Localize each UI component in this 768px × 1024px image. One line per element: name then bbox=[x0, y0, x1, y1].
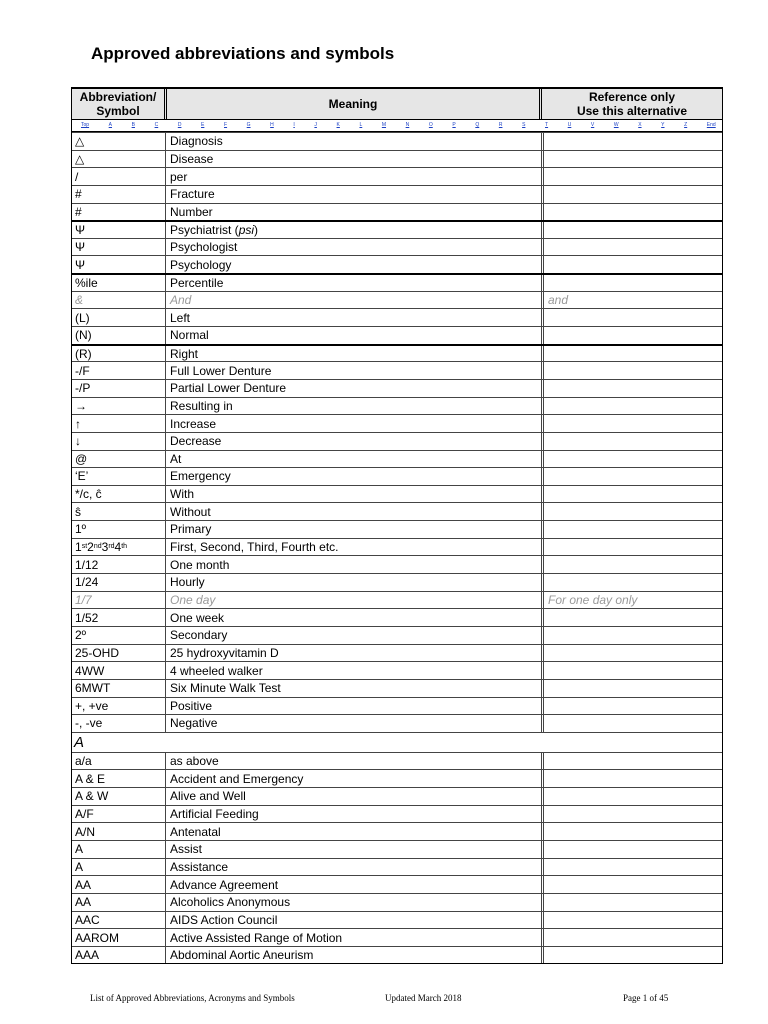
table-row bbox=[72, 132, 722, 150]
nav-link-v[interactable]: V bbox=[590, 122, 595, 128]
alternative-cell bbox=[544, 770, 722, 787]
table-row bbox=[72, 520, 722, 538]
alternative-cell bbox=[544, 645, 722, 662]
alternative-cell bbox=[544, 539, 722, 556]
footer-document-title: List of Approved Abbreviations, Acronyms and Symbols bbox=[90, 993, 295, 1003]
alternative-cell bbox=[544, 433, 722, 450]
table-row bbox=[72, 644, 722, 662]
nav-link-j[interactable]: J bbox=[314, 122, 317, 128]
alternative-cell bbox=[544, 256, 722, 273]
table-row bbox=[72, 220, 722, 238]
table-row bbox=[72, 840, 722, 858]
nav-link-n[interactable]: N bbox=[405, 122, 410, 128]
nav-link-g[interactable]: G bbox=[246, 122, 251, 128]
table-row bbox=[72, 893, 722, 911]
nav-link-e[interactable]: E bbox=[201, 122, 205, 128]
table-row bbox=[72, 238, 722, 256]
alternative-cell bbox=[544, 609, 722, 626]
nav-link-c[interactable]: C bbox=[154, 122, 159, 128]
table-row bbox=[72, 450, 722, 468]
abbreviation-cell: AA bbox=[72, 876, 166, 893]
alternative-cell bbox=[544, 680, 722, 697]
meaning-cell: Psychiatrist ( psi ) bbox=[166, 222, 544, 238]
meaning-cell: Normal bbox=[166, 327, 544, 344]
alternative-cell bbox=[544, 503, 722, 520]
meaning-cell: Secondary bbox=[166, 627, 544, 644]
table-row bbox=[72, 344, 722, 362]
abbreviation-cell: 1/24 bbox=[72, 574, 166, 591]
table-row bbox=[72, 432, 722, 450]
alternative-cell bbox=[544, 947, 722, 964]
alternative-cell bbox=[544, 222, 722, 238]
table-row bbox=[72, 502, 722, 520]
abbreviation-cell: AAA bbox=[72, 947, 166, 964]
table-row bbox=[72, 167, 722, 185]
meaning-cell: And bbox=[166, 292, 544, 309]
meaning-cell: Right bbox=[166, 346, 544, 362]
abbreviation-cell: */c, ĉ bbox=[72, 486, 166, 503]
table-row bbox=[72, 858, 722, 876]
page-title: Approved abbreviations and symbols bbox=[91, 44, 395, 63]
alternative-cell bbox=[544, 894, 722, 911]
table-row bbox=[72, 608, 722, 626]
alternative-cell bbox=[544, 715, 722, 732]
alternative-cell bbox=[544, 415, 722, 432]
alternative-cell bbox=[544, 627, 722, 644]
meaning-cell: AIDS Action Council bbox=[166, 912, 544, 929]
meaning-cell: Percentile bbox=[166, 275, 544, 291]
meaning-cell: Decrease bbox=[166, 433, 544, 450]
meaning-cell: Alive and Well bbox=[166, 788, 544, 805]
alternative-cell bbox=[544, 309, 722, 326]
abbreviation-cell: # bbox=[72, 186, 166, 203]
header-abbreviation: Abbreviation/ Symbol bbox=[72, 89, 167, 119]
a-section bbox=[72, 752, 722, 964]
abbreviation-cell: → bbox=[72, 398, 166, 415]
nav-link-q[interactable]: Q bbox=[475, 122, 480, 128]
abbreviation-cell: -/P bbox=[72, 380, 166, 397]
abbreviation-cell: -/F bbox=[72, 362, 166, 379]
nav-link-o[interactable]: O bbox=[428, 122, 433, 128]
table-row bbox=[72, 397, 722, 415]
meaning-cell: First, Second, Third, Fourth etc. bbox=[166, 539, 544, 556]
meaning-cell: Advance Agreement bbox=[166, 876, 544, 893]
meaning-cell: Antenatal bbox=[166, 823, 544, 840]
alternative-cell bbox=[544, 362, 722, 379]
table-row bbox=[72, 361, 722, 379]
meaning-cell: 4 wheeled walker bbox=[166, 662, 544, 679]
alternative-cell bbox=[544, 788, 722, 805]
table-row bbox=[72, 752, 722, 770]
table-row bbox=[72, 150, 722, 168]
nav-link-t[interactable]: T bbox=[545, 122, 549, 128]
abbreviation-cell: ‘E’ bbox=[72, 468, 166, 485]
alternative-cell bbox=[544, 275, 722, 291]
table-row bbox=[72, 555, 722, 573]
alternative-cell bbox=[544, 151, 722, 168]
table-row bbox=[72, 573, 722, 591]
table-row bbox=[72, 928, 722, 946]
alternative-cell bbox=[544, 451, 722, 468]
abbreviation-cell: 1/12 bbox=[72, 556, 166, 573]
meaning-cell: Negative bbox=[166, 715, 544, 732]
footer-updated: Updated March 2018 bbox=[385, 993, 462, 1003]
abbreviation-cell: (L) bbox=[72, 309, 166, 326]
nav-link-l[interactable]: L bbox=[359, 122, 363, 128]
meaning-cell: Six Minute Walk Test bbox=[166, 680, 544, 697]
nav-link-m[interactable]: M bbox=[381, 122, 387, 128]
abbreviation-cell: +, +ve bbox=[72, 698, 166, 715]
meaning-cell: Active Assisted Range of Motion bbox=[166, 929, 544, 946]
table-header bbox=[72, 87, 722, 120]
nav-link-s[interactable]: S bbox=[522, 122, 526, 128]
abbreviation-cell: 2º bbox=[72, 627, 166, 644]
abbreviation-cell: △ bbox=[72, 133, 166, 150]
nav-link-end[interactable]: End bbox=[706, 122, 716, 128]
table-row bbox=[72, 946, 722, 964]
abbreviation-cell: 25-OHD bbox=[72, 645, 166, 662]
abbreviation-cell: 1º bbox=[72, 521, 166, 538]
alternative-cell bbox=[544, 806, 722, 823]
abbreviation-cell: 1/7 bbox=[72, 592, 166, 609]
abbreviation-cell: A & E bbox=[72, 770, 166, 787]
meaning-cell: Hourly bbox=[166, 574, 544, 591]
alternative-cell: and bbox=[548, 293, 569, 308]
meaning-cell: Fracture bbox=[166, 186, 544, 203]
abbreviation-cell: A bbox=[72, 859, 166, 876]
table-row bbox=[72, 591, 722, 609]
table-row bbox=[72, 661, 722, 679]
alternative-cell bbox=[544, 753, 722, 770]
table-row bbox=[72, 308, 722, 326]
meaning-cell: Artificial Feeding bbox=[166, 806, 544, 823]
nav-link-k[interactable]: K bbox=[336, 122, 340, 128]
nav-link-b[interactable]: B bbox=[131, 122, 135, 128]
meaning-cell: Emergency bbox=[166, 468, 544, 485]
meaning-cell: Assist bbox=[166, 841, 544, 858]
table-row bbox=[72, 467, 722, 485]
table-row bbox=[72, 538, 722, 556]
nav-link-z[interactable]: Z bbox=[684, 122, 688, 128]
footer-page-number: Page 1 of 45 bbox=[623, 993, 669, 1003]
abbreviation-cell: (N) bbox=[72, 327, 166, 344]
alphabet-nav bbox=[72, 120, 722, 132]
meaning-cell: Left bbox=[166, 309, 544, 326]
abbreviation-cell: A/F bbox=[72, 806, 166, 823]
alternative-cell bbox=[544, 380, 722, 397]
alternative-cell bbox=[544, 239, 722, 256]
alternative-cell bbox=[544, 929, 722, 946]
alternative-cell bbox=[544, 133, 722, 150]
table-row bbox=[72, 326, 722, 344]
meaning-cell: Alcoholics Anonymous bbox=[166, 894, 544, 911]
meaning-cell: One day bbox=[166, 592, 544, 609]
alternative-cell bbox=[544, 823, 722, 840]
abbreviation-cell: / bbox=[72, 168, 166, 185]
meaning-cell: Psychology bbox=[166, 256, 544, 273]
alternative-cell bbox=[544, 327, 722, 344]
nav-link-x[interactable]: X bbox=[638, 122, 642, 128]
meaning-cell: Number bbox=[166, 204, 544, 221]
table-row bbox=[72, 414, 722, 432]
abbreviations-table bbox=[71, 87, 723, 964]
alternative-cell bbox=[544, 398, 722, 415]
meaning-cell: Psychologist bbox=[166, 239, 544, 256]
abbreviation-cell: (R) bbox=[72, 346, 166, 362]
alternative-cell bbox=[544, 574, 722, 591]
abbreviation-cell: A & W bbox=[72, 788, 166, 805]
meaning-cell: Full Lower Denture bbox=[166, 362, 544, 379]
abbreviation-cell: △ bbox=[72, 151, 166, 168]
table-row bbox=[72, 679, 722, 697]
abbreviation-cell: ↑ bbox=[72, 415, 166, 432]
nav-link-i[interactable]: I bbox=[293, 122, 295, 128]
abbreviation-cell: ↓ bbox=[72, 433, 166, 450]
abbreviation-cell: 1/52 bbox=[72, 609, 166, 626]
table-row bbox=[72, 185, 722, 203]
table-row bbox=[72, 485, 722, 503]
meaning-cell: as above bbox=[166, 753, 544, 770]
meaning-cell: With bbox=[166, 486, 544, 503]
meaning-cell: Accident and Emergency bbox=[166, 770, 544, 787]
header-meaning: Meaning bbox=[167, 89, 542, 119]
alternative-cell: For one day only bbox=[548, 592, 638, 607]
abbreviation-cell: -, -ve bbox=[72, 715, 166, 732]
abbreviation-cell: # bbox=[72, 204, 166, 221]
alternative-cell bbox=[544, 204, 722, 221]
abbreviation-cell: AAROM bbox=[72, 929, 166, 946]
table-row bbox=[72, 255, 722, 273]
alternative-cell bbox=[544, 698, 722, 715]
alternative-cell bbox=[544, 186, 722, 203]
abbreviation-cell: 6MWT bbox=[72, 680, 166, 697]
nav-link-f[interactable]: F bbox=[224, 122, 228, 128]
table-row bbox=[72, 626, 722, 644]
meaning-cell: Primary bbox=[166, 521, 544, 538]
table-row bbox=[72, 769, 722, 787]
meaning-cell: Partial Lower Denture bbox=[166, 380, 544, 397]
abbreviation-cell: 4WW bbox=[72, 662, 166, 679]
meaning-cell: Abdominal Aortic Aneurism bbox=[166, 947, 544, 964]
table-row bbox=[72, 911, 722, 929]
nav-link-d[interactable]: D bbox=[177, 122, 182, 128]
alternative-cell bbox=[544, 486, 722, 503]
meaning-cell: 25 hydroxyvitamin D bbox=[166, 645, 544, 662]
meaning-cell: At bbox=[166, 451, 544, 468]
meaning-cell: Diagnosis bbox=[166, 133, 544, 150]
nav-link-w[interactable]: W bbox=[613, 122, 619, 128]
section-letter: A bbox=[72, 732, 722, 752]
alternative-cell bbox=[544, 662, 722, 679]
meaning-cell: One month bbox=[166, 556, 544, 573]
nav-link-p[interactable]: P bbox=[452, 122, 456, 128]
abbreviation-cell: AA bbox=[72, 894, 166, 911]
nav-link-h[interactable]: H bbox=[270, 122, 274, 128]
table-row bbox=[72, 787, 722, 805]
nav-link-u[interactable]: U bbox=[567, 122, 572, 128]
meaning-cell: Resulting in bbox=[166, 398, 544, 415]
abbreviation-cell: A/N bbox=[72, 823, 166, 840]
abbreviation-cell: 1 st 2 nd 3 rd 4 th bbox=[72, 539, 166, 556]
meaning-cell: Increase bbox=[166, 415, 544, 432]
alternative-cell bbox=[544, 841, 722, 858]
nav-link-top[interactable]: Top bbox=[81, 122, 90, 128]
abbreviation-cell: ŝ bbox=[72, 503, 166, 520]
abbreviation-cell: %ile bbox=[72, 275, 166, 291]
meaning-cell: Disease bbox=[166, 151, 544, 168]
meaning-cell: Without bbox=[166, 503, 544, 520]
table-row bbox=[72, 822, 722, 840]
table-row bbox=[72, 379, 722, 397]
abbreviation-cell: Ψ bbox=[72, 222, 166, 238]
alternative-cell bbox=[544, 168, 722, 185]
header-alternative: Reference only Use this alternative bbox=[542, 89, 722, 119]
nav-link-y[interactable]: Y bbox=[661, 122, 665, 128]
alternative-cell bbox=[544, 876, 722, 893]
abbreviation-cell: a/a bbox=[72, 753, 166, 770]
symbols-section bbox=[72, 132, 722, 732]
abbreviation-cell: A bbox=[72, 841, 166, 858]
alternative-cell bbox=[544, 912, 722, 929]
abbreviation-cell: & bbox=[72, 292, 166, 309]
nav-link-a[interactable]: A bbox=[108, 122, 113, 128]
alternative-cell bbox=[544, 346, 722, 362]
table-row bbox=[72, 203, 722, 221]
nav-link-r[interactable]: R bbox=[498, 122, 503, 128]
meaning-cell: Positive bbox=[166, 698, 544, 715]
table-row bbox=[72, 875, 722, 893]
abbreviation-cell: Ψ bbox=[72, 256, 166, 273]
table-row bbox=[72, 273, 722, 291]
table-row bbox=[72, 805, 722, 823]
table-row bbox=[72, 714, 722, 732]
abbreviation-cell: @ bbox=[72, 451, 166, 468]
meaning-cell: Assistance bbox=[166, 859, 544, 876]
meaning-cell: One week bbox=[166, 609, 544, 626]
abbreviation-cell: AAC bbox=[72, 912, 166, 929]
alternative-cell bbox=[544, 468, 722, 485]
table-row bbox=[72, 291, 722, 309]
alternative-cell bbox=[544, 521, 722, 538]
table-row bbox=[72, 697, 722, 715]
meaning-cell: per bbox=[166, 168, 544, 185]
abbreviation-cell: Ψ bbox=[72, 239, 166, 256]
alternative-cell bbox=[544, 556, 722, 573]
alternative-cell bbox=[544, 859, 722, 876]
